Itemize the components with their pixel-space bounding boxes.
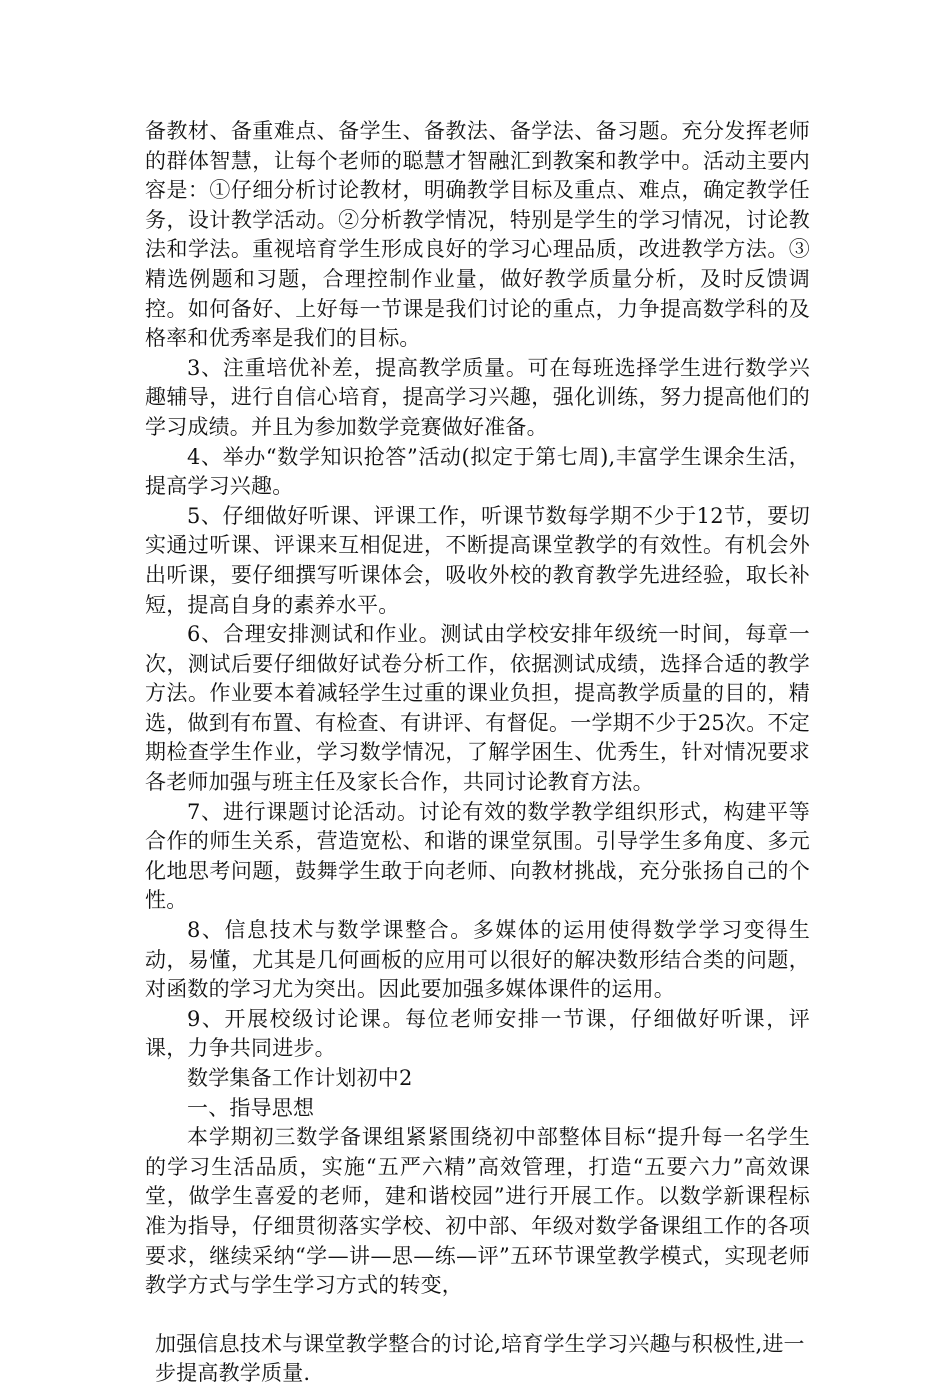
paragraph-item-7: 7、进行课题讨论活动。讨论有效的数学教学组织形式，构建平等合作的师生关系，营造宽松、和谐的课堂氛围。引导学生多角度、多元化地思考问题，鼓舞学生敢于向老师、向教材挑战，充分张扬自己的个性。	[145, 799, 810, 913]
paragraph-trailing: 加强信息技术与课堂教学整合的讨论,培育学生学习兴趣与积极性,进一步提高教学质量.	[155, 1331, 805, 1386]
section-heading-guiding-thought: 一、指导思想	[187, 1095, 315, 1120]
paragraph-item-9: 9、开展校级讨论课。每位老师安排一节课，仔细做好听课，评课，力争共同进步。	[145, 1006, 810, 1061]
paragraph-item-8: 8、信息技术与数学课整合。多媒体的运用使得数学学习变得生动，易懂，尤其是几何画板的应用可以很好的解决数形结合类的问题，对函数的学习尤为突出。因此要加强多媒体课件的运用。	[145, 918, 810, 1002]
document-page	[145, 117, 810, 1389]
section-title: 数学集备工作计划初中2	[187, 1066, 413, 1090]
paragraph-preparation-content: 备教材、备重难点、备学生、备教法、备学法、备习题。充分发挥老师的群体智慧，让每个老师的聪慧才智融汇到教案和教学中。活动主要内容是：①仔细分析讨论教材，明确教学目标及重点、难点，确定教学任务，设计教学活动。②分析教学情况，特别是学生的学习情况，讨论教法和学法。重视培育学生形成良好的学习心理品质，改进教学方法。③精选例题和习题，合理控制作业量，做好教学质量分析，及时反馈调控。如何备好、上好每一节课是我们讨论的重点，力争提高数学科的及格率和优秀率是我们的目标。	[145, 119, 810, 351]
paragraph-item-6: 6、合理安排测试和作业。测试由学校安排年级统一时间，每章一次，测试后要仔细做好试卷分析工作，依据测试成绩，选择合适的教学方法。作业要本着减轻学生过重的课业负担，提高教学质量的目的，精选，做到有布置、有检查、有讲评、有督促。一学期不少于25次。不定期检查学生作业，学习数学情况，了解学困生、优秀生，针对情况要求各老师加强与班主任及家长合作，共同讨论教育方法。	[145, 622, 810, 795]
paragraph-item-5: 5、仔细做好听课、评课工作，听课节数每学期不少于12节，要切实通过听课、评课来互相促进，不断提高课堂教学的有效性。有机会外出听课，要仔细撰写听课体会，吸收外校的教育教学先进经验，取长补短，提高自身的素养水平。	[145, 503, 810, 617]
paragraph-item-4: 4、举办“数学知识抢答”活动(拟定于第七周),丰富学生课余生活，提高学习兴趣。	[145, 444, 810, 499]
paragraph-item-3: 3、注重培优补差，提高教学质量。可在每班选择学生进行数学兴趣辅导，进行自信心培育，提高学习兴趣，强化训练，努力提高他们的学习成绩。并且为参加数学竞赛做好准备。	[145, 355, 810, 439]
paragraph-guiding-thought: 本学期初三数学备课组紧紧围绕初中部整体目标“提升每一名学生的学习生活品质，实施“五严六精”高效管理，打造“五要六力”高效课堂，做学生喜爱的老师，建和谐校园”进行开展工作。以数学新课程标准为指导，仔细贯彻落实学校、初中部、年级对数学备课组工作的各项要求，继续采纳“学—讲—思—练—评”五环节课堂教学模式，实现老师教学方式与学生学习方式的转变，	[145, 1125, 810, 1298]
paragraph-gap	[145, 1301, 810, 1330]
